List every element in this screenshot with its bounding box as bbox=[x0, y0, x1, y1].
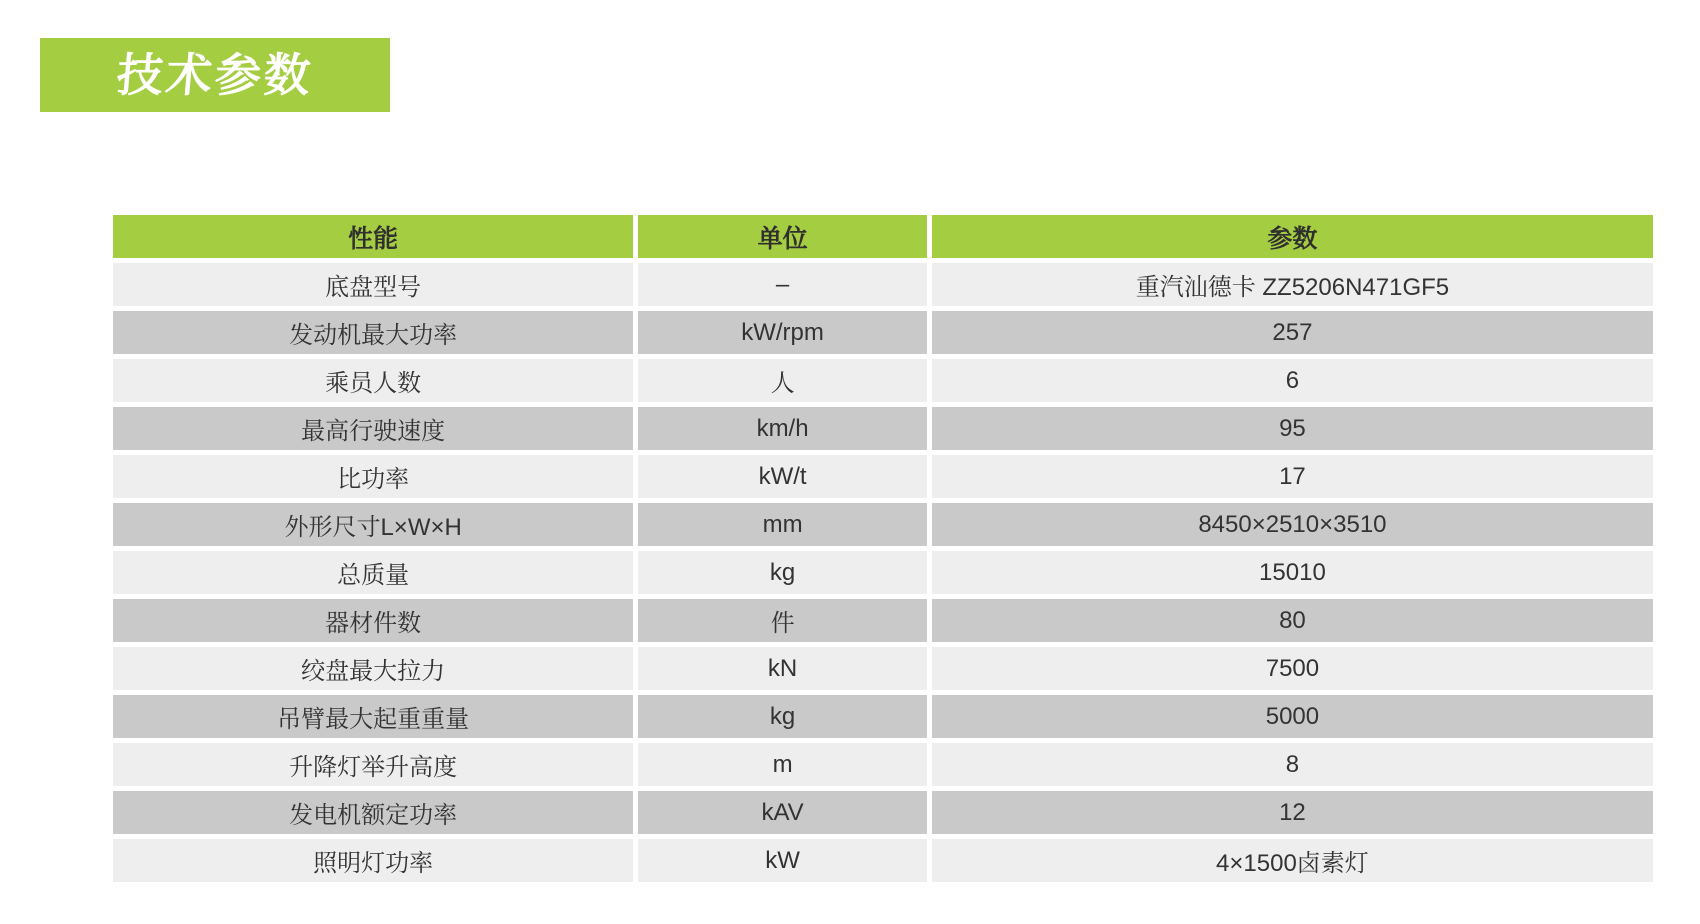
row-unit: kAV bbox=[636, 789, 930, 837]
row-value: 6 bbox=[929, 357, 1655, 405]
row-label: 乘员人数 bbox=[111, 357, 636, 405]
table-row bbox=[111, 693, 1656, 741]
table-row bbox=[111, 741, 1656, 789]
row-value: 17 bbox=[929, 453, 1655, 501]
row-value: 4×1500卤素灯 bbox=[929, 837, 1655, 885]
table-row bbox=[111, 549, 1656, 597]
table-row bbox=[111, 453, 1656, 501]
row-unit: km/h bbox=[636, 405, 930, 453]
column-header-performance: 性能 bbox=[111, 213, 636, 261]
row-unit: kN bbox=[636, 645, 930, 693]
row-label: 升降灯举升高度 bbox=[111, 741, 636, 789]
table-row bbox=[111, 501, 1656, 549]
row-label: 最高行驶速度 bbox=[111, 405, 636, 453]
table-row bbox=[111, 309, 1656, 357]
row-unit: mm bbox=[636, 501, 930, 549]
row-label: 发电机额定功率 bbox=[111, 789, 636, 837]
table-row bbox=[111, 597, 1656, 645]
row-unit: 件 bbox=[636, 597, 930, 645]
row-unit: – bbox=[636, 261, 930, 309]
row-label: 发动机最大功率 bbox=[111, 309, 636, 357]
table-row bbox=[111, 789, 1656, 837]
row-label: 照明灯功率 bbox=[111, 837, 636, 885]
row-label: 器材件数 bbox=[111, 597, 636, 645]
row-value: 80 bbox=[929, 597, 1655, 645]
table-header-row bbox=[111, 213, 1656, 261]
row-unit: kg bbox=[636, 549, 930, 597]
row-label: 总质量 bbox=[111, 549, 636, 597]
row-unit: m bbox=[636, 741, 930, 789]
row-unit: kW/rpm bbox=[636, 309, 930, 357]
table-row bbox=[111, 357, 1656, 405]
row-value: 8 bbox=[929, 741, 1655, 789]
table-row bbox=[111, 645, 1656, 693]
row-label: 吊臂最大起重重量 bbox=[111, 693, 636, 741]
column-header-parameter: 参数 bbox=[929, 213, 1655, 261]
page-title-banner bbox=[40, 38, 390, 112]
column-header-unit: 单位 bbox=[636, 213, 930, 261]
row-label: 外形尺寸L×W×H bbox=[111, 501, 636, 549]
row-value: 257 bbox=[929, 309, 1655, 357]
row-unit: 人 bbox=[636, 357, 930, 405]
row-unit: kg bbox=[636, 693, 930, 741]
row-label: 底盘型号 bbox=[111, 261, 636, 309]
row-unit: kW/t bbox=[636, 453, 930, 501]
row-value: 95 bbox=[929, 405, 1655, 453]
spec-table bbox=[108, 210, 1658, 887]
row-value: 15010 bbox=[929, 549, 1655, 597]
table-row bbox=[111, 261, 1656, 309]
page-title: 技术参数 bbox=[114, 49, 316, 101]
row-value: 12 bbox=[929, 789, 1655, 837]
row-value: 5000 bbox=[929, 693, 1655, 741]
table-row bbox=[111, 405, 1656, 453]
row-label: 绞盘最大拉力 bbox=[111, 645, 636, 693]
table-row bbox=[111, 837, 1656, 885]
row-value: 7500 bbox=[929, 645, 1655, 693]
row-unit: kW bbox=[636, 837, 930, 885]
row-label: 比功率 bbox=[111, 453, 636, 501]
row-value: 重汽汕德卡 ZZ5206N471GF5 bbox=[929, 261, 1655, 309]
row-value: 8450×2510×3510 bbox=[929, 501, 1655, 549]
